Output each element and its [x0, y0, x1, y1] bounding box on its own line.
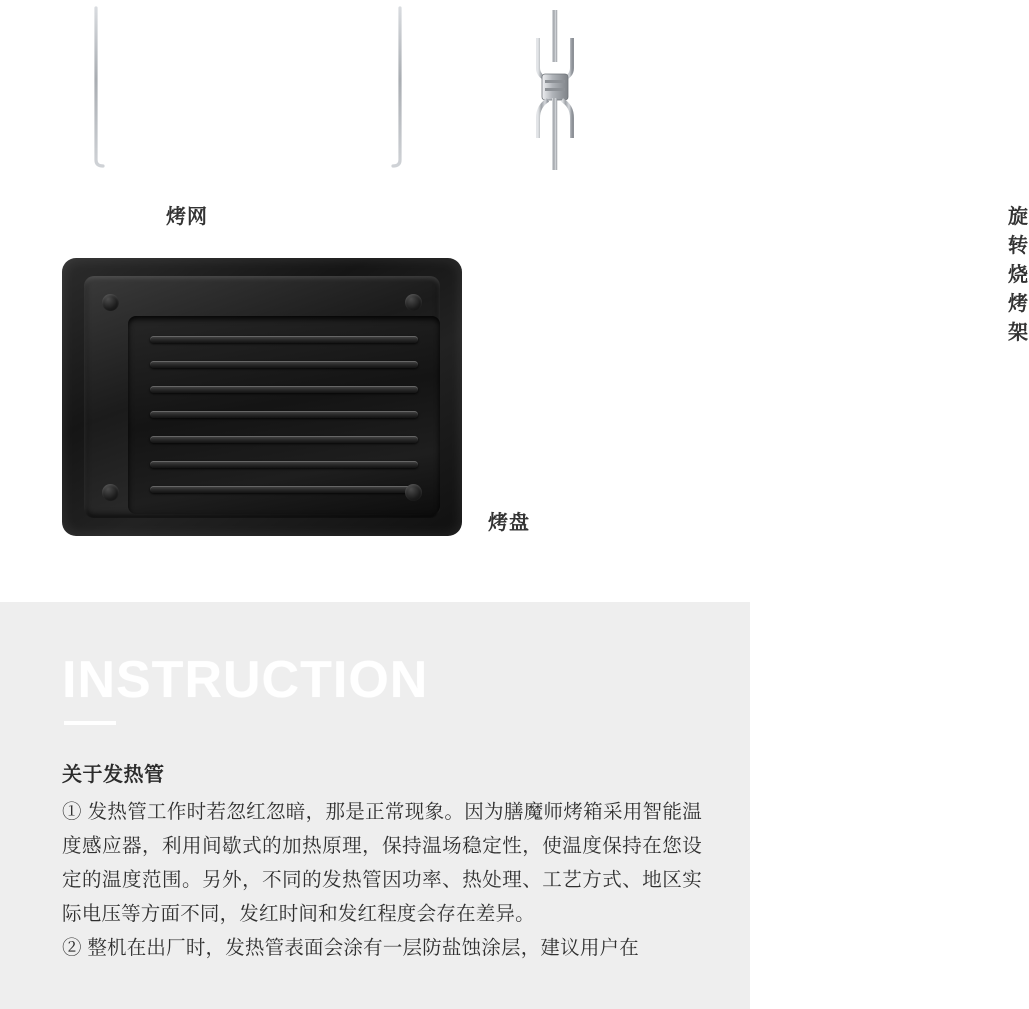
- instruction-subheading: 关于发热管: [62, 764, 165, 786]
- instruction-section: [0, 602, 750, 1009]
- baking-tray-label: 烤盘: [488, 512, 530, 534]
- tray-inner-surface: [128, 316, 440, 514]
- rotisserie-fork-icon: [500, 10, 660, 185]
- tray-dimple: [405, 294, 422, 311]
- baking-tray-illustration: [62, 258, 462, 536]
- rotisserie-illustration: [500, 10, 1029, 344]
- wire-rack-illustration: [88, 8, 408, 228]
- tray-rim: [84, 276, 440, 518]
- instruction-body: [62, 758, 702, 965]
- tray-ridges: [150, 336, 418, 494]
- tray-dimple: [102, 294, 119, 311]
- tray-dimple: [405, 484, 422, 501]
- baking-tray-icon: [62, 258, 462, 536]
- instruction-paragraph-2: ② 整机在出厂时，发热管表面会涂有一层防盐蚀涂层，建议用户在: [62, 937, 639, 959]
- tray-dimple: [102, 484, 119, 501]
- wire-rack-label: 烤网: [166, 206, 208, 228]
- wire-rack-icon: [88, 8, 408, 168]
- instruction-paragraph-1: ① 发热管工作时若忽红忽暗，那是正常现象。因为膳魔师烤箱采用智能温度感应器，利用间歇式的加热原理，保持温场稳定性，使温度保持在您设定的温度范围。另外，不同的发热管因功率、热处理、工艺方式、地区实际电压等方面不同，发红时间和发红程度会存在差异。: [62, 801, 702, 925]
- heading-underline: [64, 721, 116, 725]
- rotisserie-label: 旋转烧烤架: [1008, 206, 1029, 344]
- instruction-heading: INSTRUCTION: [62, 651, 429, 709]
